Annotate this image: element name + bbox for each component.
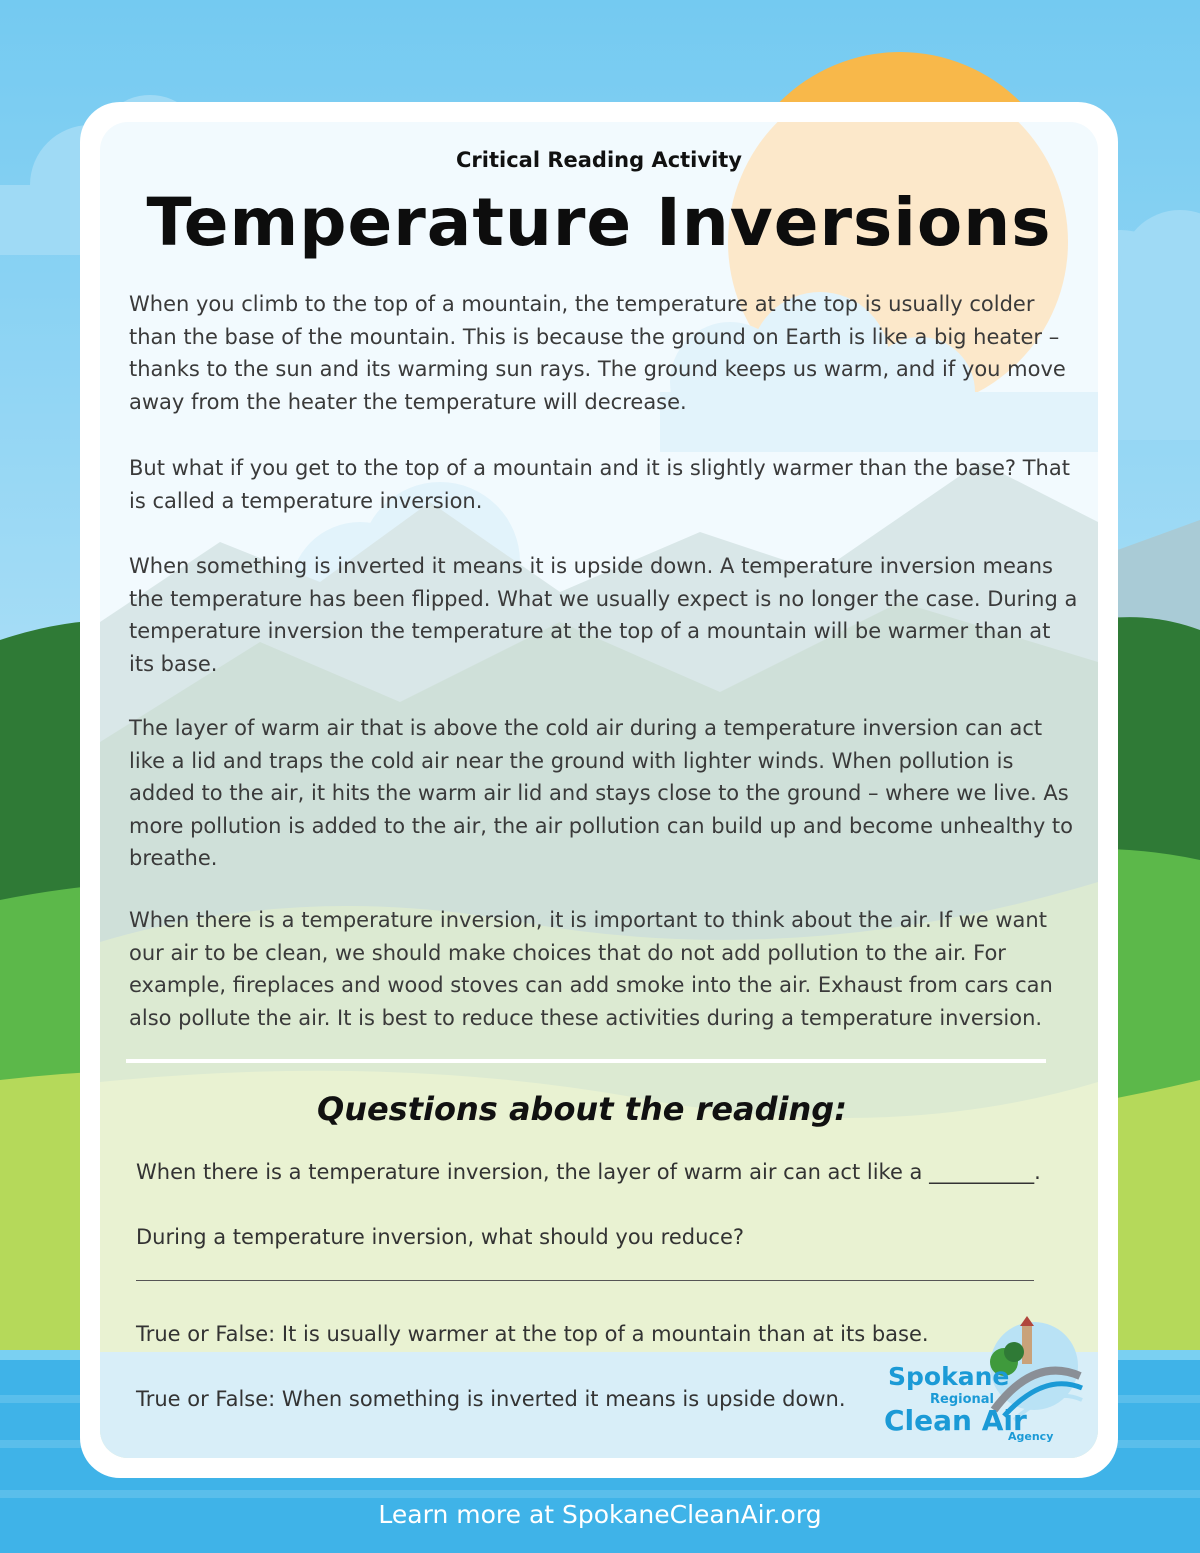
worksheet-card [80, 102, 1118, 1478]
logo-text-regional: Regional [930, 1392, 995, 1407]
answer-line [136, 1280, 1034, 1281]
footer-link-text: Learn more at SpokaneCleanAir.org [378, 1500, 822, 1529]
question-2: During a temperature inversion, what should you reduce? [136, 1225, 745, 1249]
question-4: True or False: When something is inverted it means is upside down. [136, 1387, 846, 1411]
question-1: When there is a temperature inversion, the layer of warm air can act like a __________. [136, 1160, 1041, 1184]
reading-paragraph-1: When you climb to the top of a mountain, the temperature at the top is usually colder than the base of the mountain. This is because the ground on Earth is like a big heater – thanks to the sun and its warming sun rays. The ground keeps us warm, and if you move away from the heater the temperature will decrease. [129, 292, 1066, 414]
logo-text-spokane: Spokane [888, 1362, 1010, 1391]
card-inner [100, 122, 1098, 1458]
activity-eyebrow: Critical Reading Activity [456, 148, 742, 172]
page-title: Temperature Inversions [146, 184, 1052, 261]
reading-paragraph-3: When something is inverted it means it is upside down. A temperature inversion means the temperature has been flipped. What we usually expect is no longer the case. During a temperature inversion the temperature at the top of a mountain will be warmer than at its base. [129, 554, 1078, 676]
logo-text-clean-air: Clean Air [884, 1404, 1027, 1437]
reading-paragraph-2: But what if you get to the top of a mountain and it is slightly warmer than the base? That is called a temperature inversion. [129, 456, 1070, 513]
reading-paragraph-5: When there is a temperature inversion, it is important to think about the air. If we want our air to be clean, we should make choices that do not add pollution to the air. For example, fireplaces and wood stoves can add smoke into the air. Exhaust from cars can also pollute the air. It is best to reduce these activities during a temperature inversion. [129, 908, 1053, 1030]
reading-paragraph-4: The layer of warm air that is above the cold air during a temperature inversion can act like a lid and traps the cold air near the ground with lighter winds. When pollution is added to the air, it hits the warm air lid and stays close to the ground – where we live. As more pollution is added to the air, the air pollution can build up and become unhealthy to breathe. [129, 716, 1074, 870]
questions-heading: Questions about the reading: [316, 1090, 847, 1128]
agency-logo [884, 1316, 1084, 1446]
question-3: True or False: It is usually warmer at the top of a mountain than at its base. [136, 1322, 929, 1346]
logo-text-agency: Agency [1008, 1430, 1054, 1443]
section-divider [126, 1059, 1046, 1063]
